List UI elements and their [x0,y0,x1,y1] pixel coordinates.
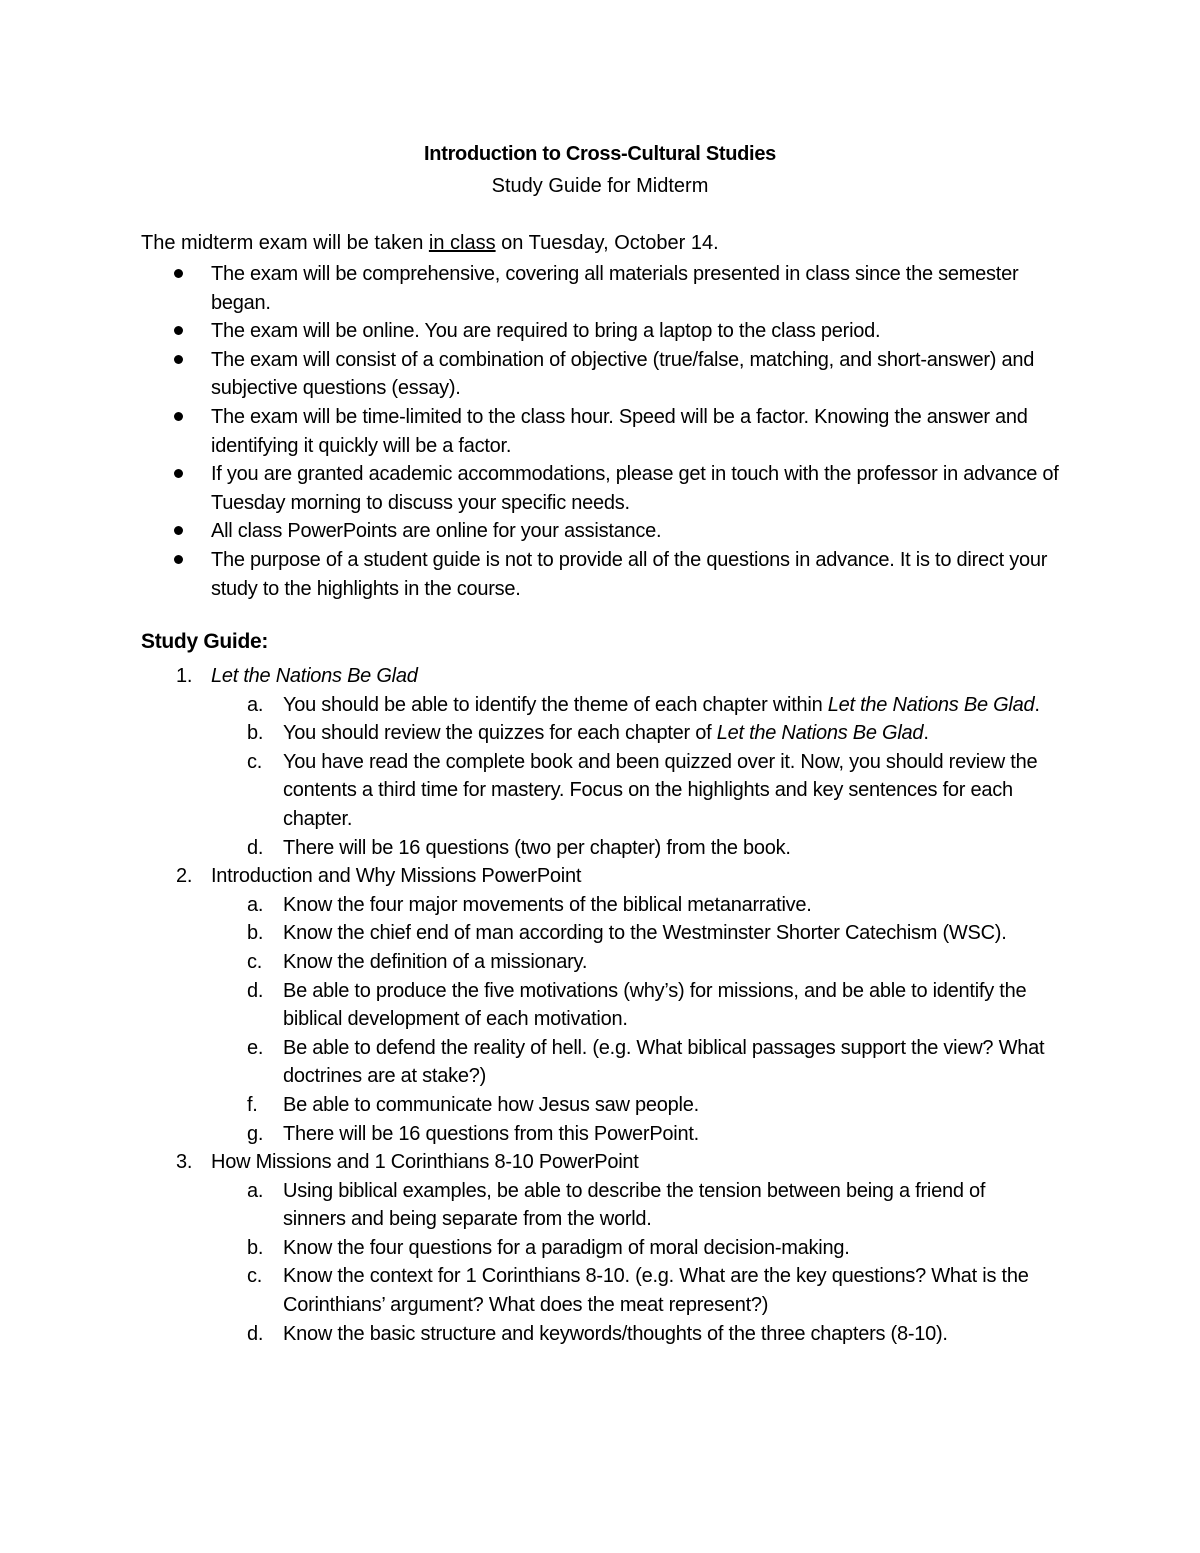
item-letter: f. [247,1093,258,1116]
section-number: 2. [176,865,193,888]
item-text: Know the chief end of man according to the Westminster Shorter Catechism (WSC). [283,922,1007,945]
item-text: Using biblical examples, be able to describe the tension between being a friend of sinners and being separate from the world. [283,1179,986,1231]
bullet-text: If you are granted academic accommodations, please get in touch with the professor in advance of Tuesday morning to discuss your specific needs. [211,463,1059,514]
bullet-text: The exam will be online. You are required to bring a laptop to the class period. [211,320,881,343]
item-letter: b. [247,1236,264,1259]
item-text: . [1034,693,1040,716]
section-item [0,1091,1053,1120]
bullet-item [0,260,1071,317]
item-text: There will be 16 questions (two per chapter) from the book. [283,836,791,859]
item-letter: d. [247,1322,264,1345]
bullet-text: The purpose of a student guide is not to provide all of the questions in advance. It is to direct your study to the highlights in the course. [211,548,1048,600]
section-item [0,834,1053,863]
section-item [0,1320,1053,1349]
document-title: Introduction to Cross-Cultural Studies [424,143,776,165]
study-section [0,1148,1200,1348]
bullet-item [0,317,1071,346]
section-item [0,1234,1053,1263]
item-text: Know the four major movements of the biblical metanarrative. [283,893,812,916]
section-number: 3. [176,1151,193,1174]
item-letter: c. [247,950,263,973]
section-item [0,1120,1053,1149]
item-text: You should be able to identify the theme of each chapter within [283,693,828,716]
bullet-dot-icon [174,355,183,364]
item-letter: a. [247,893,264,916]
intro-before: The midterm exam will be taken [141,232,429,254]
section-items [0,1177,1200,1349]
bullet-text: The exam will consist of a combination of objective (true/false, matching, and short-answer) and subjective questions (essay). [211,348,1035,400]
section-title: Let the Nations Be Glad [211,665,418,687]
item-letter: a. [247,693,264,716]
section-item [0,891,1053,920]
item-text: Be able to defend the reality of hell. (e.g. What biblical passages support the view? What doctrines are at stake?) [283,1036,1045,1088]
intro-after: on Tuesday, October 14. [495,232,719,254]
bullet-dot-icon [174,526,183,535]
intro-paragraph [141,232,719,255]
exam-info-list [0,260,1200,603]
section-item [0,948,1053,977]
bullet-text: The exam will be comprehensive, covering all materials presented in class since the semester began. [211,263,1019,314]
item-letter: g. [247,1122,264,1145]
item-letter: b. [247,722,264,745]
item-text: Be able to communicate how Jesus saw people. [283,1093,699,1116]
item-letter: e. [247,1036,264,1059]
section-items [0,691,1200,863]
item-text: You have read the complete book and been quizzed over it. Now, you should review the contents a third time for mastery. Focus on the highlights and key sentences for each chapter. [283,750,1038,830]
bullet-text: The exam will be time-limited to the class hour. Speed will be a factor. Knowing the answer and identifying it quickly will be a factor. [211,405,1028,457]
section-number: 1. [176,665,193,687]
section-item [0,1262,1053,1319]
intro-underlined: in class [428,232,496,254]
section-item [0,977,1053,1034]
section-item [0,719,1053,748]
bullet-item [0,346,1071,403]
item-letter: c. [247,750,263,773]
item-letter: d. [247,979,264,1002]
section-item [0,1034,1053,1091]
item-text: You should review the quizzes for each chapter of [283,722,717,745]
study-section [0,662,1200,862]
section-title: Introduction and Why Missions PowerPoint [211,865,582,888]
book-title-text: Let the Nations Be Glad [716,722,924,745]
section-item [0,919,1053,948]
bullet-dot-icon [174,326,183,335]
study-guide-heading: Study Guide: [141,630,269,653]
section-heading [0,1148,1200,1177]
item-text: Know the context for 1 Corinthians 8-10. (e.g. What are the key questions? What is the Corinthians’ argument? What does the meat represent?) [283,1265,1029,1317]
bullet-text: All class PowerPoints are online for your assistance. [211,520,662,543]
bullet-item [0,517,1071,546]
section-item [0,691,1053,720]
item-letter: d. [247,836,264,859]
item-text: Know the basic structure and keywords/thoughts of the three chapters (8-10). [283,1322,948,1345]
item-letter: b. [247,922,264,945]
study-guide-list [0,662,1200,1348]
item-text: Be able to produce the five motivations (why’s) for missions, and be able to identify the biblical development of each motivation. [283,979,1027,1031]
item-letter: c. [247,1265,263,1288]
bullet-dot-icon [174,555,183,564]
document-subtitle: Study Guide for Midterm [491,175,709,197]
study-section [0,862,1200,1148]
section-item [0,1177,1053,1234]
section-heading [0,862,1200,891]
section-items [0,891,1200,1148]
section-item [0,748,1053,834]
item-text: . [923,722,929,745]
bullet-item [0,403,1071,460]
item-text: Know the four questions for a paradigm of moral decision-making. [283,1236,850,1259]
bullet-item [0,546,1071,603]
section-title: How Missions and 1 Corinthians 8-10 PowerPoint [211,1151,639,1174]
item-text: Know the definition of a missionary. [283,950,588,973]
section-heading [0,662,1200,691]
item-text: There will be 16 questions from this PowerPoint. [283,1122,699,1145]
item-letter: a. [247,1179,264,1202]
bullet-dot-icon [174,269,183,278]
book-title-text: Let the Nations Be Glad [827,693,1035,716]
bullet-dot-icon [174,469,183,478]
bullet-item [0,460,1071,517]
bullet-dot-icon [174,412,183,421]
